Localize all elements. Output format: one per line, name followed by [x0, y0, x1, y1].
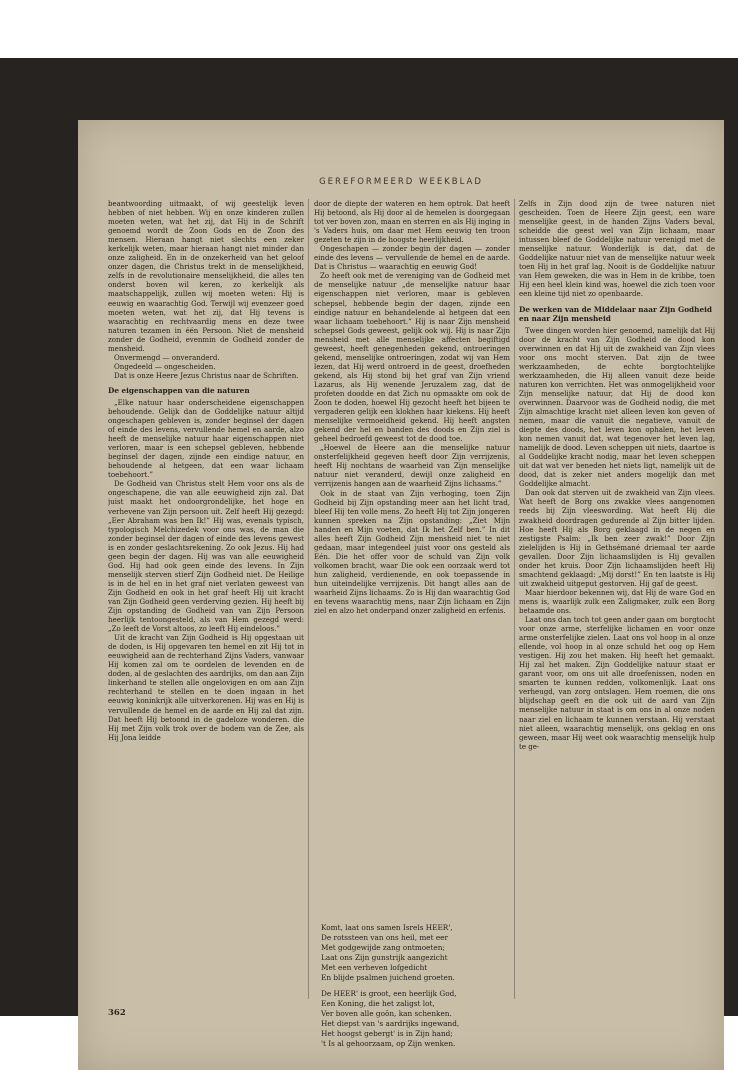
verse-line: En blijde psalmen juichend groeten.: [321, 973, 455, 982]
verse-line: 't Is al gehoorzaam, op Zijn wenken.: [321, 1039, 456, 1048]
section-heading: De eigenschappen van die naturen: [108, 385, 250, 395]
column-divider: [514, 199, 515, 999]
paragraph: door de diepte der wateren en hem optrok. Dat heeft Hij betoond, als Hij door al de hemelen is doorgegaan tot ver boven zon, maan en sterren en als Hij inging in 's Vaders huis, om daar met Hem eeuwig ten troon gezeten te zijn in de hoogste heerlijkheid.: [314, 199, 510, 245]
paragraph: De Godheid van Christus stelt Hem voor ons als de ongeschapene, die van alle eeuwigheid zijn zal. Dat juist maakt het ondoorgrondelijke, het hoge en verhevene van Zijn persoon uit. Zelf heeft Hij gezegd: „Eer Abraham was ben Ik!” Hij was, evenals typisch, typologisch Melchizedek voor ons was, de man die zonder beginsel der dagen of einde des levens gewest is en zonder geslachtsrekening. Zo ook Jezus. Hij had geen begin der dagen. Hij was van alle eeuwigheid God. Hij had ook geen einde des levens. In Zijn menselijk sterven stierf Zijn Godheid niet. De Heilige is in de hel en in het graf niet verlaten geweest van Zijn Godheid en ook in het graf heeft Hij uit kracht van Zijn Godheid geen verderving gezien. Hij heeft bij Zijn opstanding de Godheid van van Zijn Persoon heerlijk tentoongesteld, als van Hem gezegd werd: „Zo leeft de Vorst altoos, zo leeft Hij eindeloos.”: [108, 479, 304, 634]
paragraph: Onvermengd — onveranderd.: [114, 352, 220, 362]
paragraph: beantwoording uitmaakt, of wij geestelijk leven hebben of niet hebben. Wij en onze kinderen zullen moeten weten, wat het zij, dat Hij in de Schrift genoemd wordt de Zoon Gods en de Zoon des mensen. Hieraan hangt niet slechts een zeker kerkelijk weten, maar hieraan hangt niet minder dan onze zaligheid. En in de onzekerheid van het geloof onzer dagen, die Christus trekt in de menselijkheid, zelfs in de revolutionaire menselijkheid, die alles ten onderst boven wil keren, zo kerkelijk als maatschappelijk, zullen wij moeten weten: Hij is eeuwig en waarachtig God. Terwijl wij evenzeer goed moeten weten, wat het zij, dat Hij tevens is waarachtig en rechtvaardig mens en deze twee naturen tezamen in één Persoon. Niet de mensheid zonder de Godheid, evenmin de Godheid zonder de mensheid.: [108, 199, 304, 353]
verse-line: Met godgewijde zang ontmoeten;: [321, 943, 445, 952]
page-header: GEREFORMEERD WEEKBLAD: [319, 177, 483, 187]
magazine-page: [78, 120, 724, 1070]
stanza-1: [321, 923, 511, 983]
paragraph: Uit de kracht van Zijn Godheid is Hij opgestaan uit de doden, is Hij opgevaren ten hemel en zit Hij tot in eeuwigheid aan de rechterhand Zijns Vaders, vanwaar Hij komen zal om te oordelen de levenden en de doden, al de geslachten des aardrijks, om dan aan Zijn linkerhand te stellen alle ongelovigen en om aan Zijn rechterhand te stellen en te doen ingaan in het eeuwig koninkrijk alle uitverkorenen. Hij was en Hij is vervullende de hemel en de aarde en Hij zal dat zijn. Dat heeft Hij betoond in de gadeloze wonderen. die Hij met Zijn volk trok over de bodem van de Zee, als Hij Jona leidde: [108, 633, 304, 742]
paragraph: Ongedeeld — ongescheiden.: [114, 361, 216, 371]
paragraph: Ook in de staat van Zijn verhoging, toen Zijn Godheid bij Zijn opstanding meer aan het licht trad, bleef Hij ten volle mens. Zo heeft Hij tot Zijn jongeren kunnen spreken na Zijn opstanding: „Ziet Mijn handen en Mijn voeten, dat Ik het Zelf ben.” In dit alles heeft Zijn Godheid Zijn mensheid niet te niet gedaan, maar integendeel juist voor ons gesteld als Eén. Die het offer voor de schuld van Zijn volk volkomen bracht, waar Die ook een oorzaak werd tot hun zaligheid, verdienende, en ook toepassende in hun uiteindelijke verrijzenis. Dit hangt alles aan de waarheid Zijns lichaams. Zo is Hij dan waarachtig God en tevens waarachtig mens, naar Zijn lichaam en Zijn ziel en alzo het onderpand onzer zaligheid en erfenis.: [314, 488, 510, 616]
paragraph: Twee dingen worden hier genoemd, namelijk dat Hij door de kracht van Zijn Godheid de dood kon overwinnen en dat Hij uit de zwakheid van Zijn vlees voor ons mocht sterven. Dat zijn de twee werkzaamheden, de echte borgtochtelijke werkzaamheden, die Hij alleen vanuit deze beide naturen kon verrichten. Het was onmogelijkheid voor Zijn menselijke natuur, dat Hij de dood kon overwinnen. Daarvoor was de Godheid nodig, die met Zijn almachtige kracht niet alleen leven kon geven of nemen, maar die vanuit die negatieve, vanuit de diepte des doods, het leven kon ophalen, het leven kon nemen vanuit dat, wat tegenover het leven lag, namelijk de dood. Leven scheppen uit niets, daartoe is al Goddelijke kracht nodig, maar het leven scheppen uit dat wat ver beneden het niets ligt, namelijk uit de dood, dat is zeker niet anders mogelijk dan met Goddelijke almacht.: [519, 325, 715, 489]
column-3: [519, 199, 715, 1009]
paragraph: Zo heeft ook met de vereniging van de Godheid met de menselijke natuur „de menselijke natuur haar eigenschappen niet verloren, maar is gebleven schepsel, hebbende begin der dagen, zijnde een eindige natuur en behandelende al hetgeen dat een waar lichaam toebehoort.” Hij is naar Zijn mensheid schepsel Gods geweest, gelijk ook wij. Hij is naar Zijn mensheid met alle menselijke affecten begiftigd geweest, heeft genegenheden gekend, ontroeringen gekend, menselijke ontroeringen, zodat wij van Hem lezen, dat Hij werd ontroerd in de geest, droefheden gekend, als Hij stond bij het graf van Zijn vriend Lazarus, als Hij wenende Jeruzalem zag, dat de profeten doodde en dat Zich nu opmaakte om ook de Zoon te doden, hoewel Hij gezocht heeft het bijeen te vergaderen gelijk een klokhen haar kiekens. Hij heeft menselijke vermoeidheid gekend. Hij heeft angsten gekend der hel en banden des doods en Zijn ziel is geheel bedroefd geweest tot de dood toe.: [314, 271, 510, 444]
column-2: [314, 199, 510, 934]
stanza-2: [321, 989, 511, 1049]
verse-line: Komt, laat ons samen Isrels HEER',: [321, 923, 453, 932]
paragraph: „Hoewel de Heere aan die menselijke natuur onsterfelijkheid gegeven heeft door Zijn verrijzenis, heeft Hij nochtans de waarheid van Zijn menselijke natuur niet veranderd, dewijl onze zaligheid en verrijzenis hangen aan de waarheid Zijns lichaams.”: [314, 443, 510, 489]
paragraph: „Elke natuur haar onderscheidene eigenschappen behoudende. Gelijk dan de Goddelijke natuur altijd ongeschapen gebleven is, zonder beginsel der dagen of einde des levens, vervullende hemel en aarde, alzo heeft de menselijke natuur haar eigenschappen niet verloren, maar is een schepsel gebleven, hebbende beginsel der dagen, zijnde een eindige natuur, en behoudende al hetgeen, dat een waar lichaam toebehoort.”: [108, 397, 304, 480]
column-1: [108, 199, 304, 984]
verse-line: Met een verheven lofgedicht: [321, 963, 428, 972]
verse-line: De HEER' is groot, een heerlijk God,: [321, 989, 457, 998]
verse-line: De rotssteen van ons heil, met eer: [321, 933, 448, 942]
verse-line: Laat ons Zijn gunstrijk aangezicht: [321, 953, 448, 962]
psalm-verse: [321, 923, 511, 1055]
page-number: 362: [108, 1008, 126, 1018]
verse-line: Een Koning, die het zaligst lot,: [321, 999, 435, 1008]
paragraph: Dan ook dat sterven uit de zwakheid van Zijn vlees. Wat heeft de Borg ons zwakke vlees aangenomen reeds bij Zijn vleeswording. Wat heeft Hij die zwakheid doordragen gedurende al Zijn bitter lijden. Hoe heeft Hij als Borg geklaagd in de negen en zestigste Psalm: „Ik ben zeer zwak!” Door Zijn zielelijden is Hij in Gethsémané driemaal ter aarde gevallen. Door Zijn lichaamslijden is Hij gevallen onder het kruis. Door Zijn lichaamslijden heeft Hij smachtend geklaagd: „Mij dorst!” En ten laatste is Hij uit zwakheid uitgeput gestorven. Hij gaf de geest.: [519, 488, 715, 588]
verse-line: Het diepst van 's aardrijks ingewand,: [321, 1019, 460, 1028]
verse-line: Het hoogst gebergt' is in Zijn hand;: [321, 1029, 453, 1038]
paragraph: Dat is onze Heere Jezus Christus naar de Schriften.: [114, 370, 299, 380]
column-divider: [308, 199, 309, 999]
paragraph: Laat ons dan toch tot geen ander gaan om borgtocht voor onze arme, sterfelijke lichamen en voor onze arme onsterfelijke zielen. Laat ons vol hoop in al onze ellende, vol hoop in al onze schuld het oog op Hem vestigen. Hij zou het maken. Hij heeft het gemaakt. Hij zal het maken. Zijn Goddelijke natuur staat er garant voor, om ons uit alle droefenissen, noden en smarten te kunnen redden, volkomenlijk. Laat ons verheugd, van zorg ontslagen. Hem roemen, die ons blijdschap geeft en die ook uit de aard van Zijn menselijke natuur in staat is om ons in al onze noden naar ziel en lichaam te kunnen verstaan. Hij verstaat niet alleen, waarachtig menselijk, ons geklag en ons geween, maar Hij weet ook waarachtig menselijk hulp te ge-: [519, 615, 715, 751]
section-heading: De werken van de Middelaar naar Zijn Godheid en naar Zijn mensheid: [519, 304, 712, 323]
scan-background: [0, 58, 738, 1048]
paragraph: Zelfs in Zijn dood zijn de twee naturen niet gescheiden. Toen de Heere Zijn geest, een ware menselijke geest, in de handen Zijns Vaders beval, scheidde die geest wel van Zijn lichaam, maar intussen bleef de Goddelijke natuur verenigd met de menselijke natuur. Wonderlijk is dat, dat de Goddelijke natuur niet van de menselijke natuur week toen Hij in het graf lag. Nooit is de Goddelijke natuur van Hem geweken, die was in Hem in de kribbe, toen Hij een heel klein kind was, hoewel die zich toen voor een kleine tijd niet zo openbaarde.: [519, 199, 715, 299]
verse-line: Ver boven alle goôn, kan schenken.: [321, 1009, 452, 1018]
paragraph: Ongeschapen — zonder begin der dagen — zonder einde des levens — vervullende de hemel en de aarde. Dat is Christus — waarachtig en eeuwig God!: [314, 244, 510, 272]
paragraph: Maar hierdoor bekennen wij, dat Hij de ware God en mens is, waarlijk zulk een Zaligmaker, zulk een Borg betaamde ons.: [519, 587, 715, 615]
